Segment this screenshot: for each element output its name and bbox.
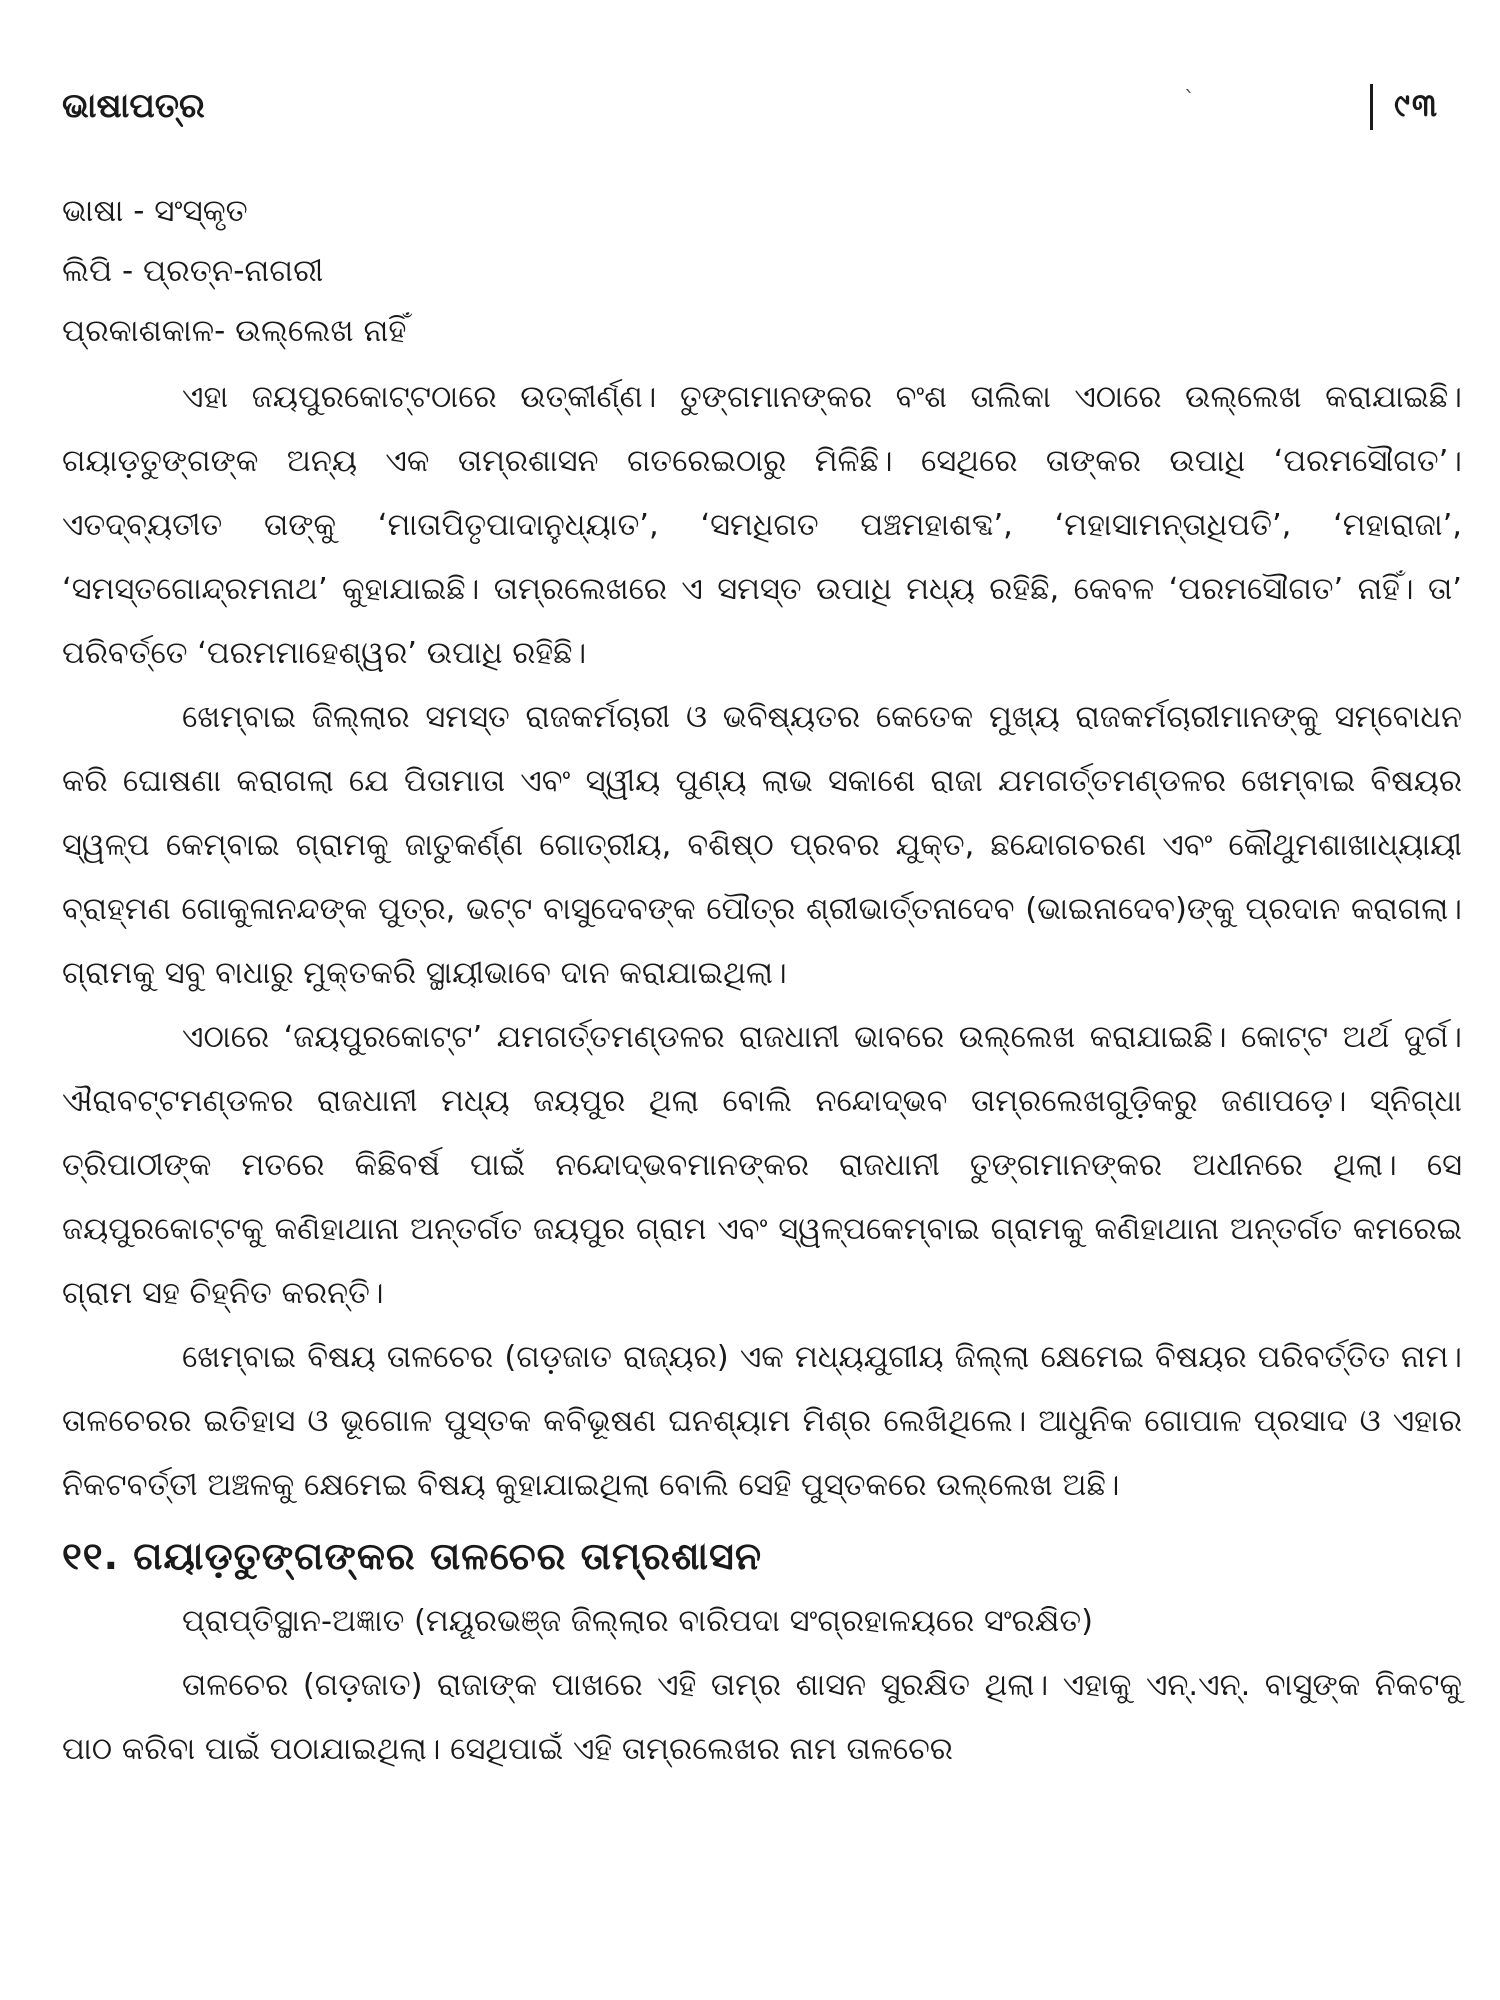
section-body: ତାଳଚେର (ଗଡ଼ଜାତ) ରାଜାଙ୍କ ପାଖରେ ଏହି ତାମ୍ର ଶାସନ ସୁରକ୍ଷିତ ଥିଲା। ଏହାକୁ ଏନ୍.ଏନ୍. ବାସୁଙ୍କ ନିକଟକୁ ପାଠ କରିବା ପାଇଁ ପଠାଯାଇଥିଲା। ସେଥିପାଇଁ ଏହି ତାମ୍ରଲେଖର ନାମ ତାଳଚେର — [62, 1668, 1462, 1767]
paragraph-khembai: ଖେମ୍ବାଇ ବିଷୟ ତାଳଚେର (ଗଡ଼ଜାତ ରାଜ୍ୟର) ଏକ ମଧ୍ୟଯୁଗୀୟ ଜିଲ୍ଲା କ୍ଷେମେଇ ବିଷୟର ପରିବର୍ତ୍ତିତ ନାମ। ତାଳଚେରର ଇତିହାସ ଓ ଭୂଗୋଳ ପୁସ୍ତକ କବିଭୂଷଣ ଘନଶ୍ୟାମ ମିଶ୍ର ଲେଖିଥିଲେ। ଆଧୁନିକ ଗୋପାଳ ପ୍ରସାଦ ଓ ଏହାର ନିକଟବର୍ତ୍ତୀ ଅଞ୍ଚଳକୁ କ୍ଷେମେଇ ବିଷୟ କୁହାଯାଇଥିଲା ବୋଲି ସେହି ପୁସ୍ତକରେ ଉଲ୍ଲେଖ ଅଛି। — [62, 1340, 1462, 1503]
page-header — [62, 78, 1462, 148]
findspot-line: ପ୍ରାପ୍ତିସ୍ଥାନ-ଅଜ୍ଞାତ (ମୟୂରଭଞ୍ଜ ଜିଲ୍ଲାର ବାରିପଦା ସଂଗ୍ରହାଳୟରେ ସଂରକ୍ଷିତ) — [182, 1604, 1094, 1639]
paragraph-capital: ଏଠାରେ ‘ଜୟପୁରକୋଟ୍ଟ’ ଯମଗର୍ତ୍ତମଣ୍ଡଳର ରାଜଧାନୀ ଭାବରେ ଉଲ୍ଲେଖ କରାଯାଇଛି। କୋଟ୍ଟ ଅର୍ଥ ଦୁର୍ଗ। ଐରାବଟ୍ଟମଣ୍ଡଳର ରାଜଧାନୀ ମଧ୍ୟ ଜୟପୁର ଥିଲା ବୋଲି ନନ୍ଦୋଦ୍ଭବ ତାମ୍ରଲେଖଗୁଡ଼ିକରୁ ଜଣାପଡ଼େ। ସ୍ନିଗ୍ଧା ତ୍ରିପାଠୀଙ୍କ ମତରେ କିଛିବର୍ଷ ପାଇଁ ନନ୍ଦୋଦ୍ଭବମାନଙ୍କର ରାଜଧାନୀ ତୁଙ୍ଗମାନଙ୍କର ଅଧୀନରେ ଥିଲା। ସେ ଜୟପୁରକୋଟ୍ଟକୁ କଣିହାଥାନା ଅନ୍ତର୍ଗତ ଜୟପୁର ଗ୍ରାମ ଏବଂ ସ୍ୱଳ୍ପକେମ୍ବାଇ ଗ୍ରାମକୁ କଣିହାଥାନା ଅନ୍ତର୍ଗତ କମରେଇ ଗ୍ରାମ ସହ ଚିହ୍ନିତ କରନ୍ତି। — [62, 1020, 1462, 1311]
book-page — [62, 78, 1462, 1782]
language-line: ଭାଷା - ସଂସ୍କୃତ — [62, 193, 248, 229]
paragraph-titles: ଏହା ଜୟପୁରକୋଟ୍ଟଠାରେ ଉତ୍କୀର୍ଣ୍ଣ। ତୁଙ୍ଗମାନଙ୍କର ବଂଶ ତାଲିକା ଏଠାରେ ଉଲ୍ଲେଖ କରାଯାଇଛି। ଗୟାଡ଼ତୁଙ୍ଗଙ୍କ ଅନ୍ୟ ଏକ ତାମ୍ରଶାସନ ଗତରେଇଠାରୁ ମିଳିଛି। ସେଥିରେ ତାଙ୍କର ଉପାଧି ‘ପରମସୌଗତ’। ଏତଦ୍‌ବ୍ୟତୀତ ତାଙ୍କୁ ‘ମାତାପିତୃପାଦାନୁଧ୍ୟାତ’, ‘ସମଧିଗତ ପଞ୍ଚମହାଶବ୍ଦ’, ‘ମହାସାମନ୍ତାଧିପତି’, ‘ମହାରାଜା’, ‘ସମସ୍ତଗୋନ୍ଦ୍ରମନାଥ’ କୁହାଯାଇଛି। ତାମ୍ରଲେଖରେ ଏ ସମସ୍ତ ଉପାଧି ମଧ୍ୟ ରହିଛି, କେବଳ ‘ପରମସୌଗତ’ ନାହିଁ। ତା’ ପରିବର୍ତ୍ତେ ‘ପରମମାହେଶ୍ୱର’ ଉପାଧି ରହିଛି। — [62, 380, 1462, 671]
section-heading: ୧୧. ଗୟାଡ଼ତୁଙ୍ଗଙ୍କର ତାଳଚେର ତାମ୍ରଶାସନ — [62, 1534, 763, 1578]
script-line: ଲିପି - ପ୍ରତ୍ନ-ନାଗରୀ — [62, 253, 324, 289]
publication-line: ପ୍ରକାଶକାଳ- ଉଲ୍ଲେଖ ନାହିଁ — [62, 313, 407, 349]
header-divider — [1370, 84, 1373, 130]
running-title: ଭାଷାପତ୍ର — [62, 86, 205, 126]
paragraph-grant: ଖେମ୍ବାଇ ଜିଲ୍ଲାର ସମସ୍ତ ରାଜକର୍ମଚାରୀ ଓ ଭବିଷ୍ୟତର କେତେକ ମୁଖ୍ୟ ରାଜକର୍ମଚାରୀମାନଙ୍କୁ ସମ୍ବୋଧନ କରି ଘୋଷଣା କରାଗଲା ଯେ ପିତାମାତା ଏବଂ ସ୍ୱୀୟ ପୁଣ୍ୟ ଲାଭ ସକାଶେ ରାଜା ଯମଗର୍ତ୍ତମଣ୍ଡଳର ଖେମ୍ବାଇ ବିଷୟର ସ୍ୱଳ୍ପ କେମ୍ବାଇ ଗ୍ରାମକୁ ଜାତୁକର୍ଣ୍ଣ ଗୋତ୍ରୀୟ, ବଶିଷ୍ଠ ପ୍ରବର ଯୁକ୍ତ, ଛନ୍ଦୋଗଚରଣ ଏବଂ କୌଥୁମଶାଖାଧ୍ୟାୟୀ ବ୍ରାହ୍ମଣ ଗୋକୁଳାନନ୍ଦଙ୍କ ପୁତ୍ର, ଭଟ୍ଟ ବାସୁଦେବଙ୍କ ପୌତ୍ର ଶ୍ରୀଭାର୍ତ୍ତନାଦେବ (ଭାଇନାଦେବ)ଙ୍କୁ ପ୍ରଦାନ କରାଗଲା। ଗ୍ରାମକୁ ସବୁ ବାଧାରୁ ମୁକ୍ତକରି ସ୍ଥାୟୀଭାବେ ଦାନ କରାଯାଇଥିଲା। — [62, 700, 1462, 991]
page-number: ୯୩ — [1394, 86, 1440, 124]
inscription-meta — [62, 186, 1462, 366]
stray-mark: ` — [1184, 88, 1195, 113]
